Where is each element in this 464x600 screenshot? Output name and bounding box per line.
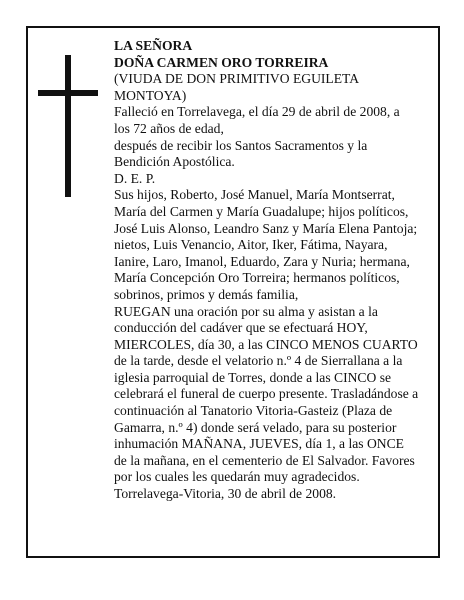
cross-horizontal-bar: [38, 90, 98, 96]
cross-vertical-bar: [65, 55, 71, 197]
request-line: conducción del cadáver que se efectuará HOY,: [114, 320, 368, 336]
request-line: de la tarde, desde el velatorio n.º 4 de Sierrallana a la: [114, 353, 403, 369]
request-line: RUEGAN una oración por su alma y asistan a la: [114, 303, 378, 319]
widow-line-2: MONTOYA): [114, 87, 187, 103]
request-line: iglesia parroquial de Torres, donde a las CINCO se: [114, 369, 392, 385]
request-line: de la mañana, en el cementerio de El Salvador. Favores: [114, 452, 415, 468]
death-line-1: Falleció en Torrelavega, el día 29 de abril de 2008, a: [114, 104, 400, 120]
sacraments-line-1: después de recibir los Santos Sacramentos y la: [114, 137, 368, 153]
family-line: María Concepción Oro Torreira; hermanos políticos,: [114, 270, 400, 286]
request-line: MIERCOLES, día 30, a las CINCO MENOS CUARTO: [114, 336, 418, 352]
request-line: por los cuales les quedarán muy agradecidos.: [114, 469, 360, 485]
request-line: Gamarra, n.º 4) donde será velado, para su posterior: [114, 419, 397, 435]
title-line-1: LA SEÑORA: [114, 38, 193, 53]
request-line: continuación al Tanatorio Vitoria-Gasteiz (Plaza de: [114, 403, 393, 419]
deceased-name: DOÑA CARMEN ORO TORREIRA: [114, 54, 329, 70]
family-line: José Luis Alonso, Leandro Sanz y María Elena Pantoja;: [114, 220, 418, 236]
dep-line: D. E. P.: [114, 170, 156, 186]
request-line: celebrará el funeral de cuerpo presente. Trasladándose a: [114, 386, 419, 402]
request-line: inhumación MAÑANA, JUEVES, día 1, a las ONCE: [114, 436, 404, 452]
obituary-text: [114, 38, 432, 503]
family-line: Sus hijos, Roberto, José Manuel, María Montserrat,: [114, 187, 395, 203]
death-line-2: los 72 años de edad,: [114, 120, 224, 136]
family-line: nietos, Luis Venancio, Aitor, Iker, Fátima, Nayara,: [114, 237, 388, 253]
family-line: Ianire, Laro, Imanol, Eduardo, Zara y Nuria; hermana,: [114, 253, 410, 269]
closing-line: Torrelavega-Vitoria, 30 de abril de 2008.: [114, 486, 337, 502]
cross-icon: [38, 55, 98, 197]
family-line: María del Carmen y María Guadalupe; hijos políticos,: [114, 203, 409, 219]
family-line: sobrinos, primos y demás familia,: [114, 286, 299, 302]
sacraments-line-2: Bendición Apostólica.: [114, 154, 235, 170]
widow-line-1: (VIUDA DE DON PRIMITIVO EGUILETA: [114, 71, 360, 87]
